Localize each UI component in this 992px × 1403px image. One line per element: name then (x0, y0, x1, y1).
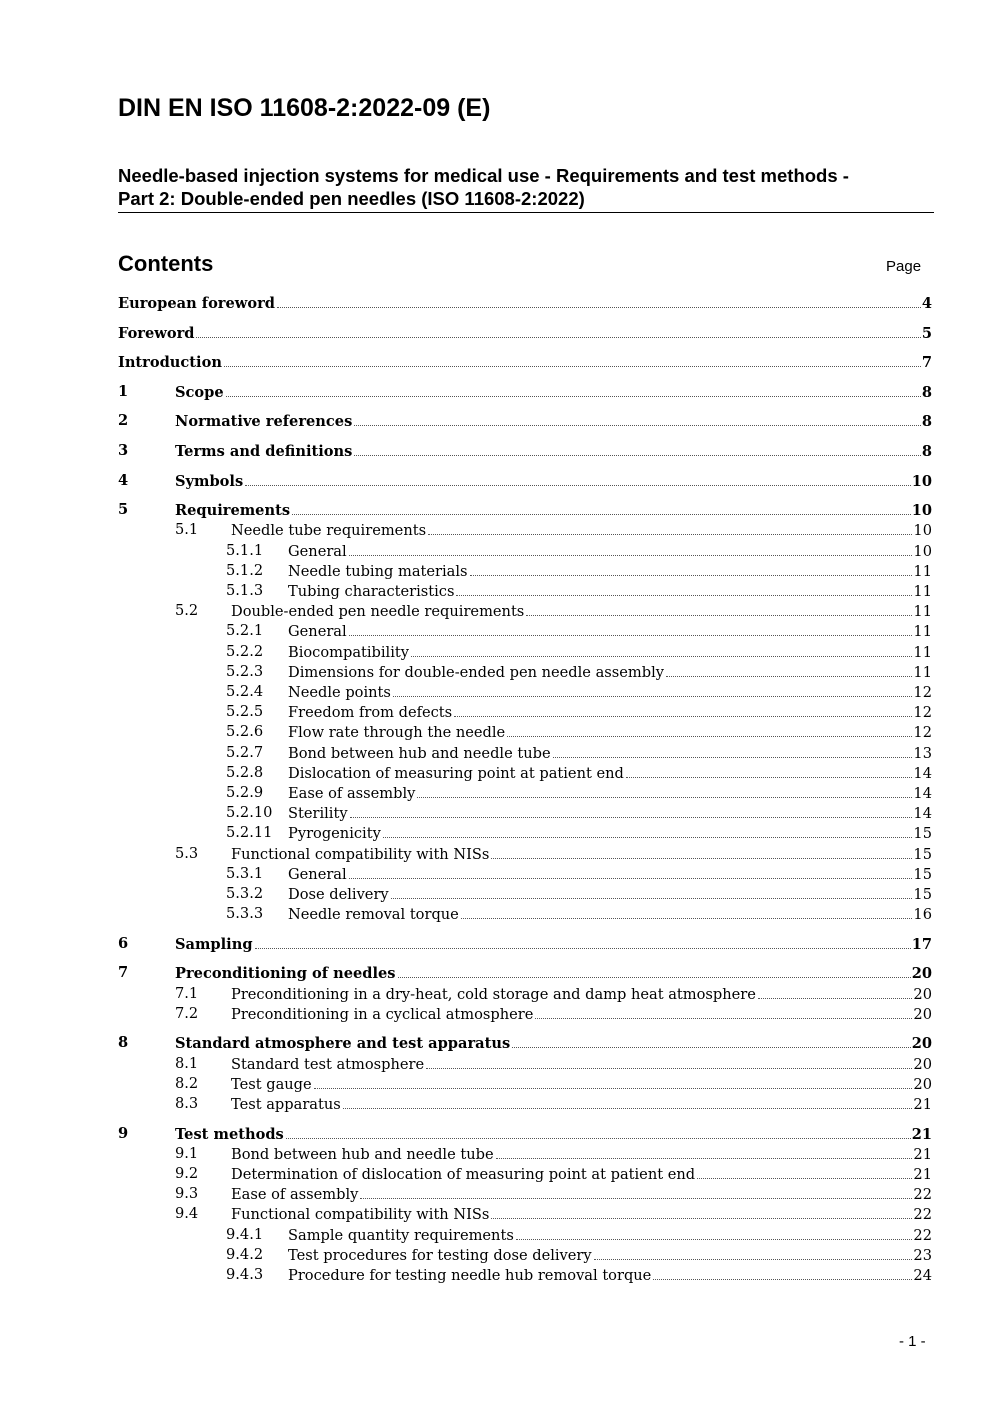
toc-entry-title: Needle tubing materials (288, 562, 468, 580)
toc-entry-title: Introduction (118, 354, 222, 372)
dot-leader (653, 1265, 912, 1280)
dot-leader (349, 864, 913, 879)
toc-entry-number: 4 (118, 471, 129, 489)
dot-leader (470, 561, 913, 576)
toc-entry[interactable] (118, 352, 932, 372)
toc-entry-page: 14 (913, 785, 932, 802)
toc-entry-title: Functional compatibility with NISs (231, 845, 490, 863)
toc-entry-number: 5.2.7 (226, 743, 264, 761)
dot-leader (417, 783, 912, 798)
toc-entry-line (175, 1124, 932, 1145)
toc-entry-page: 12 (913, 684, 932, 701)
toc-entry[interactable] (118, 1164, 932, 1184)
toc-entry-title: Dislocation of measuring point at patient end (288, 764, 624, 782)
toc-entry[interactable] (118, 382, 932, 402)
toc-entry[interactable] (118, 763, 932, 783)
toc-entry-number: 5.1.1 (226, 541, 264, 559)
dot-leader (553, 743, 913, 758)
toc-entry[interactable] (118, 581, 932, 601)
toc-entry-title: Scope (175, 383, 224, 401)
toc-entry-title: Tubing characteristics (288, 583, 455, 600)
toc-entry-page: 11 (913, 583, 932, 600)
toc-entry-page: 14 (913, 805, 932, 823)
dot-leader (526, 601, 912, 616)
toc-entry-title: Test methods (175, 1125, 284, 1143)
toc-entry-line (175, 471, 932, 492)
toc-entry-page: 4 (921, 295, 932, 312)
toc-entry-line (288, 803, 932, 824)
toc-entry-number: 5.2 (175, 602, 199, 620)
toc-entry-number: 9.4.1 (226, 1225, 264, 1243)
toc-entry-title: Dose delivery (288, 886, 389, 903)
toc-entry-line (288, 621, 932, 642)
toc-entry-page: 8 (921, 413, 932, 431)
toc-entry-line (288, 743, 932, 764)
dot-leader (245, 471, 911, 486)
toc-entry[interactable] (118, 783, 932, 803)
document-id: DIN EN ISO 11608-2:2022-09 (E) (118, 94, 491, 122)
toc-entry-number: 7.1 (175, 984, 199, 1002)
dot-leader (626, 763, 913, 778)
toc-entry-line (231, 1054, 932, 1075)
toc-entry-title: Procedure for testing needle hub removal torque (288, 1267, 652, 1284)
toc-entry-number: 5.2.1 (226, 622, 264, 640)
toc-entry-line (288, 682, 932, 703)
toc-entry-title: Ease of assembly (231, 1186, 359, 1204)
toc-entry-number: 9.3 (175, 1185, 199, 1203)
toc-entry[interactable] (118, 702, 932, 722)
toc-entry-title: Normative references (175, 413, 353, 431)
toc-entry-title: Determination of dislocation of measuring point at patient end (231, 1166, 696, 1183)
toc-entry-line (175, 1033, 932, 1054)
toc-entry-line (288, 904, 932, 925)
dot-leader (277, 293, 921, 308)
dot-leader (224, 352, 921, 367)
toc-entry[interactable] (118, 722, 932, 742)
dot-leader (507, 722, 912, 737)
toc-entry-number: 5.1.3 (226, 582, 264, 599)
toc-entry-line (288, 1245, 932, 1266)
toc-entry-page: 22 (913, 1186, 932, 1204)
toc-entry-page: 11 (913, 603, 932, 621)
toc-entry-page: 5 (921, 324, 932, 342)
toc-entry-line (288, 662, 932, 683)
toc-entry-line (175, 411, 932, 432)
dot-leader (360, 1184, 912, 1199)
toc-entry-line (231, 601, 932, 622)
dot-leader (314, 1074, 913, 1089)
toc-entry-title: Needle points (288, 684, 391, 701)
toc-entry-line (231, 1004, 932, 1025)
toc-entry-number: 9.2 (175, 1165, 199, 1182)
toc-entry-number: 5.2.8 (226, 763, 264, 781)
dot-leader (426, 1054, 912, 1069)
dot-leader (383, 823, 913, 838)
dot-leader (349, 541, 913, 556)
dot-leader (349, 621, 913, 636)
toc-entry[interactable] (118, 844, 932, 864)
toc-entry-number: 9.4.3 (226, 1266, 264, 1283)
page-number: - 1 - (899, 1333, 926, 1350)
toc-entry-page: 10 (913, 522, 932, 540)
toc-entry-number: 3 (118, 442, 129, 459)
toc-entry-page: 21 (913, 1096, 932, 1113)
toc-entry-line (175, 934, 932, 955)
toc-entry[interactable] (118, 1144, 932, 1164)
toc-entry-line (175, 441, 932, 462)
toc-entry-page: 15 (913, 825, 932, 843)
dot-leader (491, 1204, 912, 1219)
toc-entry-line (231, 1204, 932, 1225)
toc-entry-title: Preconditioning of needles (175, 965, 396, 983)
toc-entry[interactable] (118, 1054, 932, 1074)
toc-entry-title: Terms and definitions (175, 443, 353, 460)
toc-entry-title: Freedom from defects (288, 704, 453, 722)
toc-entry-line (175, 500, 932, 521)
toc-entry-number: 5 (118, 501, 129, 519)
toc-entry-number: 9.1 (175, 1144, 199, 1162)
toc-entry-page: 11 (913, 663, 932, 681)
toc-entry-page: 11 (913, 643, 932, 661)
toc-entry[interactable] (118, 682, 932, 702)
dot-leader (391, 884, 913, 899)
toc-entry-title: Sterility (288, 805, 348, 823)
dot-leader (516, 1225, 913, 1240)
toc-entry-number: 9.4.2 (226, 1245, 264, 1263)
toc-entry-number: 5.3 (175, 844, 199, 862)
toc-entry-title: Test gauge (231, 1075, 312, 1093)
toc-entry[interactable] (118, 642, 932, 662)
toc-entry-line (231, 1074, 932, 1095)
toc-entry-page: 15 (913, 886, 932, 903)
toc-entry-line (175, 382, 932, 403)
toc-entry-page: 13 (913, 744, 932, 762)
toc-entry-line (288, 581, 932, 602)
toc-entry[interactable] (118, 1004, 932, 1024)
toc-entry[interactable] (118, 621, 932, 641)
toc-entry-number: 5.3.3 (226, 905, 264, 923)
toc-entry[interactable] (118, 1225, 932, 1245)
dot-leader (535, 1004, 912, 1019)
toc-entry-title: Test apparatus (231, 1096, 341, 1113)
toc-entry[interactable] (118, 471, 932, 491)
toc-entry-line (231, 844, 932, 865)
toc-entry-line (288, 823, 932, 844)
toc-entry-title: Standard test atmosphere (231, 1055, 425, 1073)
toc-entry-page: 11 (913, 623, 932, 641)
toc-entry-title: Flow rate through the needle (288, 724, 506, 742)
toc-entry-page: 20 (913, 985, 932, 1003)
toc-entry-number: 5.2.6 (226, 723, 264, 741)
toc-entry-line (288, 561, 932, 582)
dot-leader (491, 844, 912, 859)
toc-entry-page: 7 (921, 354, 932, 372)
toc-entry[interactable] (118, 1124, 932, 1144)
toc-entry-number: 5.2.9 (226, 784, 264, 801)
toc-entry[interactable] (118, 662, 932, 682)
toc-entry-line (231, 1094, 932, 1115)
toc-entry-number: 9.4 (175, 1205, 199, 1223)
dot-leader (354, 411, 921, 426)
toc-entry-line (118, 352, 932, 373)
toc-entry-page: 20 (913, 1055, 932, 1073)
document-subtitle (118, 164, 934, 213)
toc-entry-page: 10 (913, 542, 932, 560)
toc-entry-page: 12 (913, 724, 932, 742)
toc-entry-line (231, 1184, 932, 1205)
toc-entry-line (288, 642, 932, 663)
toc-entry-line (288, 702, 932, 723)
subtitle-line-2: Part 2: Double-ended pen needles (ISO 11608-2:2022) (118, 188, 585, 209)
toc-entry[interactable] (118, 1245, 932, 1265)
toc-entry-number: 5.2.2 (226, 642, 264, 660)
toc-entry-title: Requirements (175, 502, 291, 520)
toc-entry-title: Preconditioning in a dry-heat, cold storage and damp heat atmosphere (231, 985, 756, 1003)
toc-entry-line (288, 722, 932, 743)
toc-entry-page: 20 (913, 1075, 932, 1093)
dot-leader (697, 1164, 912, 1179)
toc-entry[interactable] (118, 541, 932, 561)
dot-leader (255, 934, 911, 949)
toc-entry-page: 8 (921, 383, 932, 401)
toc-entry-title: Pyrogenicity (288, 825, 381, 843)
toc-entry-number: 5.1.2 (226, 561, 264, 579)
toc-entry[interactable] (118, 743, 932, 763)
toc-entry-line (118, 293, 932, 314)
toc-entry-number: 5.2.11 (226, 824, 273, 842)
toc-entry-line (231, 1164, 932, 1185)
toc-entry-line (288, 864, 932, 885)
toc-entry-number: 1 (118, 382, 129, 400)
toc-entry-page: 17 (911, 935, 932, 953)
toc-entry-title: General (288, 865, 347, 883)
toc-entry-page: 20 (913, 1005, 932, 1023)
dot-leader (393, 682, 913, 697)
subtitle-line-1: Needle-based injection systems for medical use - Requirements and test methods - (118, 165, 849, 186)
toc-entry-number: 7 (118, 964, 129, 982)
toc-entry-title: Biocompatibility (288, 643, 410, 661)
dot-leader (226, 382, 921, 397)
toc-entry-page: 23 (913, 1246, 932, 1264)
dot-leader (428, 520, 912, 535)
dot-leader (456, 581, 912, 596)
dot-leader (461, 904, 913, 919)
dot-leader (496, 1144, 913, 1159)
toc-entry[interactable] (118, 803, 932, 823)
toc-entry-line (288, 763, 932, 784)
toc-entry-page: 8 (921, 443, 932, 460)
toc-entry-number: 8.2 (175, 1074, 199, 1092)
toc-entry[interactable] (118, 884, 932, 904)
toc-entry-number: 8.3 (175, 1095, 199, 1112)
toc-entry[interactable] (118, 520, 932, 540)
toc-entry[interactable] (118, 1094, 932, 1114)
toc-entry-line (231, 1144, 932, 1165)
toc-entry-title: Standard atmosphere and test apparatus (175, 1035, 511, 1053)
dot-leader (398, 963, 911, 978)
contents-heading: Contents (118, 251, 214, 276)
toc-entry-number: 6 (118, 934, 129, 952)
page-column-label: Page (886, 258, 922, 275)
toc-entry[interactable] (118, 963, 932, 983)
dot-leader (758, 984, 913, 999)
toc-entry-page: 15 (913, 845, 932, 863)
toc-entry[interactable] (118, 1033, 932, 1053)
toc-entry[interactable] (118, 1265, 932, 1285)
toc-entry[interactable] (118, 864, 932, 884)
dot-leader (512, 1033, 911, 1048)
toc-entry-page: 11 (913, 562, 932, 580)
toc-entry-title: Foreword (118, 324, 195, 342)
toc-entry-title: Functional compatibility with NISs (231, 1206, 490, 1224)
toc-entry-page: 22 (913, 1226, 932, 1244)
toc-entry[interactable] (118, 904, 932, 924)
toc-entry-line (288, 884, 932, 905)
toc-entry-title: General (288, 623, 347, 641)
toc-entry[interactable] (118, 934, 932, 954)
toc-entry-page: 15 (913, 865, 932, 883)
dot-leader (594, 1245, 913, 1260)
toc-entry-page: 21 (913, 1166, 932, 1183)
toc-entry-title: General (288, 542, 347, 560)
toc-entry-number: 8.1 (175, 1054, 199, 1072)
toc-entry-number: 5.3.2 (226, 885, 264, 902)
toc-entry-title: Needle tube requirements (231, 522, 427, 540)
toc-entry-number: 9 (118, 1124, 129, 1142)
toc-entry-number: 7.2 (175, 1004, 199, 1022)
toc-entry-title: Dimensions for double-ended pen needle assembly (288, 663, 664, 681)
dot-leader (292, 500, 911, 515)
toc-entry-number: 5.2.4 (226, 683, 264, 700)
toc-entry-page: 20 (911, 965, 932, 983)
toc-entry-page: 10 (911, 502, 932, 520)
toc-entry[interactable] (118, 1184, 932, 1204)
toc-entry-page: 10 (911, 472, 932, 490)
dot-leader (350, 803, 913, 818)
dot-leader (454, 702, 912, 717)
toc-entry[interactable] (118, 500, 932, 520)
toc-entry-page: 21 (913, 1145, 932, 1163)
toc-entry-line (231, 984, 932, 1005)
toc-entry-title: Double-ended pen needle requirements (231, 603, 525, 621)
toc-entry-number: 8 (118, 1034, 129, 1052)
toc-entry-title: European foreword (118, 295, 275, 312)
toc-entry-line (175, 963, 932, 984)
dot-leader (411, 642, 912, 657)
toc-entry-title: Test procedures for testing dose delivery (288, 1246, 592, 1264)
toc-entry-number: 5.3.1 (226, 864, 264, 882)
toc-entry[interactable] (118, 1074, 932, 1094)
toc-entry-page: 14 (913, 764, 932, 782)
toc-entry-number: 5.1 (175, 521, 199, 539)
toc-entry[interactable] (118, 441, 932, 461)
toc-entry-line (288, 1265, 932, 1286)
toc-entry-page: 21 (911, 1125, 932, 1143)
toc-entry-line (118, 323, 932, 344)
toc-entry-line (288, 1225, 932, 1246)
toc-entry-number: 5.2.3 (226, 662, 264, 680)
toc-entry[interactable] (118, 293, 932, 313)
dot-leader (196, 323, 920, 338)
toc-entry[interactable] (118, 561, 932, 581)
toc-entry-number: 5.2.10 (226, 804, 273, 822)
toc-entry-page: 20 (911, 1035, 932, 1053)
dot-leader (286, 1124, 911, 1139)
dot-leader (354, 441, 920, 456)
dot-leader (666, 662, 912, 677)
toc-entry-title: Bond between hub and needle tube (288, 744, 551, 762)
toc-entry[interactable] (118, 323, 932, 343)
toc-entry-page: 16 (913, 906, 932, 924)
toc-entry-title: Sample quantity requirements (288, 1226, 514, 1244)
toc-entry-number: 2 (118, 412, 129, 430)
toc-entry[interactable] (118, 984, 932, 1004)
toc-entry-line (231, 520, 932, 541)
toc-entry-title: Bond between hub and needle tube (231, 1145, 494, 1163)
toc-entry-title: Preconditioning in a cyclical atmosphere (231, 1005, 534, 1023)
toc-entry-page: 12 (913, 704, 932, 722)
toc-entry-line (288, 541, 932, 562)
toc-entry-number: 5.2.5 (226, 703, 264, 721)
toc-entry-page: 24 (913, 1267, 932, 1284)
toc-entry-page: 22 (913, 1206, 932, 1224)
toc-entry[interactable] (118, 601, 932, 621)
toc-entry-line (288, 783, 932, 804)
toc-entry-title: Sampling (175, 935, 253, 953)
toc-entry[interactable] (118, 411, 932, 431)
toc-entry-title: Needle removal torque (288, 906, 459, 924)
toc-entry[interactable] (118, 823, 932, 843)
toc-entry-title: Symbols (175, 472, 244, 490)
dot-leader (343, 1094, 913, 1109)
toc-entry-title: Ease of assembly (288, 785, 416, 802)
toc-entry[interactable] (118, 1204, 932, 1224)
